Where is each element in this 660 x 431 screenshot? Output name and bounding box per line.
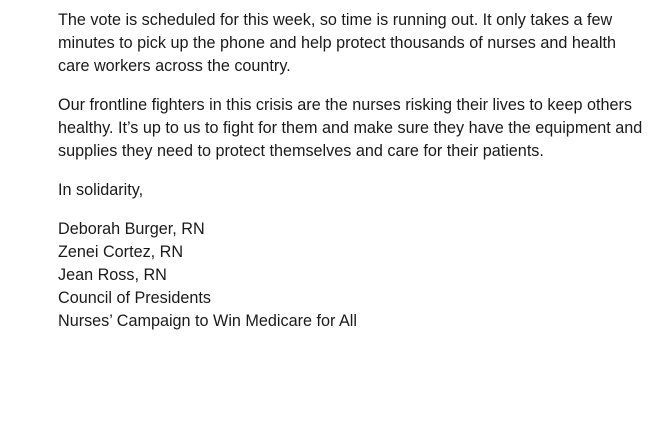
signatory-zenei-cortez: Zenei Cortez, RN <box>58 243 184 261</box>
signoff: In solidarity, <box>58 181 144 199</box>
signature-block <box>58 218 648 333</box>
paragraph-vote-deadline: The vote is scheduled for this week, so time is running out. It only takes a few minutes to pick up the phone and help protect thousands of nurses and health care workers across the country. <box>58 11 616 75</box>
signatory-jean-ross: Jean Ross, RN <box>58 266 167 284</box>
letter-body <box>58 9 648 333</box>
signatory-council-of-presidents: Council of Presidents <box>58 289 211 307</box>
signatory-organization: Nurses’ Campaign to Win Medicare for All <box>58 312 357 330</box>
signatory-deborah-burger: Deborah Burger, RN <box>58 220 205 238</box>
paragraph-frontline-nurses: Our frontline fighters in this crisis are the nurses risking their lives to keep others healthy. It’s up to us to fight for them and make sure they have the equipment and supplies they need to protect themselves and care for their patients. <box>58 96 643 160</box>
